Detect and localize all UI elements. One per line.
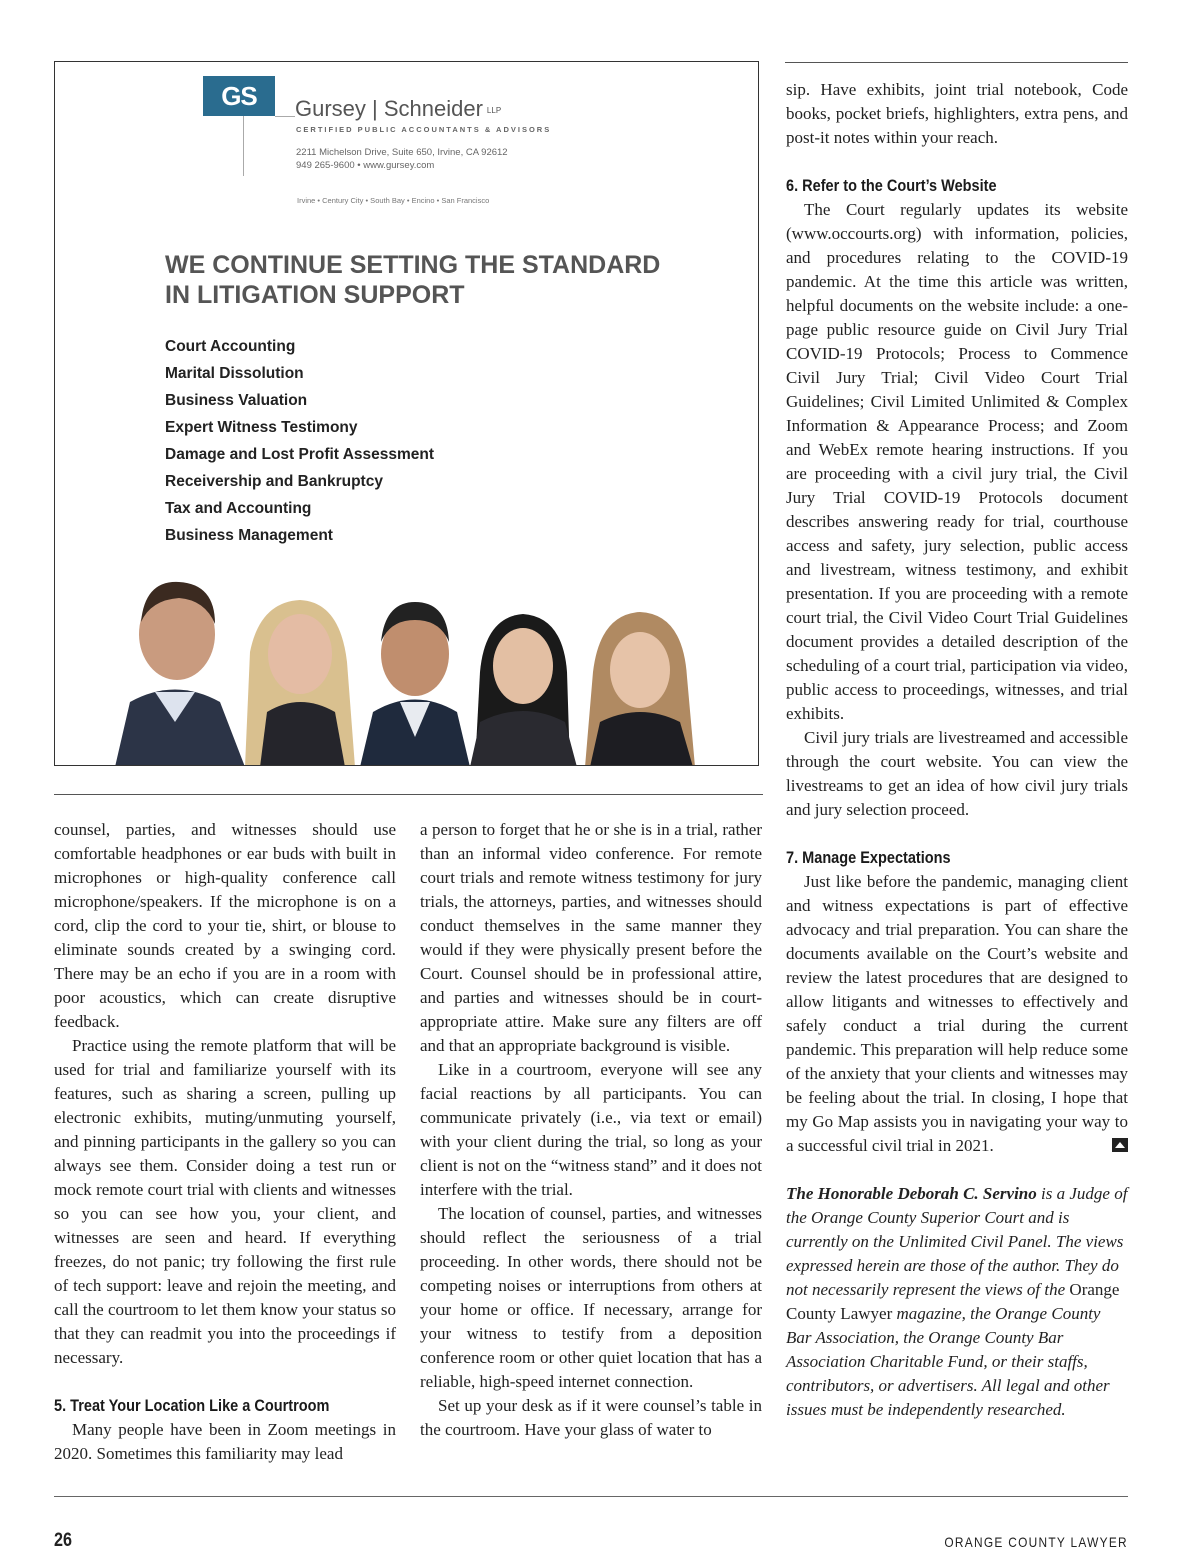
service-item: Tax and Accounting [165, 500, 312, 517]
paragraph: Like in a courtroom, everyone will see any facial reactions by all participants. You can communicate privately (i.e., via text or email) with your client during the trial, so long as your client is not on the “witness stand” and it does not interfere with the trial. [420, 1060, 762, 1199]
service-item: Expert Witness Testimony [165, 419, 358, 436]
paragraph: sip. Have exhibits, joint trial notebook, Code books, pocket briefs, highlighters, extra pens, and post-it notes within your reach. [786, 80, 1128, 147]
mid-rule [54, 794, 763, 795]
person-figure [585, 612, 695, 766]
logo-letters: GS [203, 76, 275, 116]
section-heading: 5. Treat Your Location Like a Courtroom [54, 1397, 330, 1415]
section-heading: 6. Refer to the Court’s Website [786, 177, 997, 195]
paragraph: Civil jury trials are livestreamed and accessible through the court website. You can view the livestreams to get an idea of how civil jury trials and jury selection proceed. [786, 728, 1128, 819]
firm-logo [203, 76, 295, 164]
author-bio: The Honorable Deborah C. Servino is a Judge of the Orange County Superior Court and is currently on the Unlimited Civil Panel. The views expressed herein are those of the author. They do not necessarily represent the views of the Orange County Lawyer magazine, the Orange County Bar Association, the Orange County Bar Association Charitable Fund, or their staffs, contributors, or advertisers. All legal and other issues must be independently researched. [786, 1184, 1128, 1419]
firm-offices: Irvine • Century City • South Bay • Encino • San Francisco [297, 196, 490, 205]
paragraph: Many people have been in Zoom meetings in 2020. Sometimes this familiarity may lead [54, 1420, 396, 1463]
paragraph: Just like before the pandemic, managing client and witness expectations is part of effective advocacy and trial preparation. You can share the documents available on the Court’s website and review the latest procedures that are designed to allow litigants and witnesses to effectively and safely conduct a trial during the current pandemic. This preparation will help reduce some of the anxiety that your clients and witnesses may be feeling about the trial. In closing, I hope that my Go Map assists you in navigating your way to a successful civil trial in 2021. [786, 872, 1128, 1155]
service-item: Court Accounting [165, 338, 296, 355]
paragraph: counsel, parties, and witnesses should use comfortable headphones or ear buds with built in microphones or high-quality conference call microphone/speakers. If the microphone is on a cord, clip the cord to your tie, shirt, or blouse to eliminate sounds created by a swinging cord. There may be an echo if you are in a room with poor acoustics, which can create disruptive feedback. [54, 820, 396, 1031]
service-item: Business Valuation [165, 392, 308, 409]
person-figure [360, 602, 470, 766]
magazine-name: ORANGE COUNTY LAWYER [944, 1534, 1128, 1550]
top-rule-right [785, 62, 1128, 63]
ad-headline: WE CONTINUE SETTING THE STANDARD IN LITIGATION SUPPORT [165, 251, 661, 309]
paragraph: a person to forget that he or she is in a trial, rather than an informal video conference. For remote court trials and remote witness testimony for jury trials, the attorneys, parties, and witnesses should conduct themselves in the same manner they would if they were physically present before the Court. Counsel should be in professional attire, and parties and witnesses should be in court-appropriate attire. Make sure any filters are off and that an appropriate background is visible. [420, 820, 762, 1055]
firm-name: Gursey | Schneider LLP [295, 96, 502, 121]
paragraph: Practice using the remote platform that will be used for trial and familiarize yourself with its features, such as sharing a screen, pulling up electronic exhibits, muting/unmuting yourself, and pinning participants in the gallery so you can always see them. Consider doing a test run or mock remote court trial with clients and witnesses so you can see how you, your client, and witnesses are seen and heard. If everything freezes, do not panic; try following the first rule of tech support: leave and rejoin the meeting, and call the courtroom to let them know your status so that they can readmit you into the proceedings if necessary. [54, 1036, 396, 1367]
end-mark-icon [1112, 1138, 1128, 1152]
column-right [786, 78, 1128, 1422]
page-number: 26 [54, 1530, 72, 1551]
paragraph: The Court regularly updates its website (www.occourts.org) with information, policies, and procedures relating to the COVID-19 pandemic. At the time this article was written, helpful documents on the website include: a one-page public resource guide on Civil Jury Trial COVID-19 Protocols; Process to Commence Civil Jury Trial; Civil Video Court Trial Guidelines; Civil Limited Unlimited & Complex Information & Appearance Process; and Zoom and WebEx remote hearing instructions. If you are proceeding with a civil jury trial, the Civil Jury Trial COVID-19 Protocols document describes answering ready for trial, courthouse access and safety, jury selection, public access and livestream, witness testimony, and exhibit presentation. If you are proceeding with a remote court trial, the Civil Video Court Trial Guidelines document provides a detailed description of the scheduling of a court trial, participation via video, public access to proceedings, witnesses, and trial exhibits. [786, 200, 1128, 723]
advertisement [54, 61, 759, 766]
service-item: Receivership and Bankruptcy [165, 473, 383, 490]
service-item: Business Management [165, 527, 333, 544]
column-middle [420, 818, 762, 1442]
paragraph: The location of counsel, parties, and witnesses should reflect the seriousness of a trial proceeding. In other words, there should not be competing noises or interruptions from others at your home or office. If necessary, arrange for your witness to testify from a deposition conference room or other quiet location that has a reliable, high-speed internet connection. [420, 1204, 762, 1391]
person-figure [115, 582, 245, 766]
bottom-rule [54, 1496, 1128, 1497]
person-figure [470, 614, 577, 766]
paragraph: Set up your desk as if it were counsel’s table in the courtroom. Have your glass of water to [420, 1396, 762, 1439]
service-item: Marital Dissolution [165, 365, 304, 382]
person-figure [245, 600, 355, 766]
service-item: Damage and Lost Profit Assessment [165, 446, 435, 463]
firm-address: 2211 Michelson Drive, Suite 650, Irvine, CA 92612 949 265-9600 • www.gursey.com [296, 147, 508, 171]
services-list [165, 333, 434, 549]
section-heading: 7. Manage Expectations [786, 849, 951, 867]
firm-subtitle: CERTIFIED PUBLIC ACCOUNTANTS & ADVISORS [296, 125, 552, 134]
column-left [54, 818, 396, 1466]
team-photo [55, 562, 759, 766]
